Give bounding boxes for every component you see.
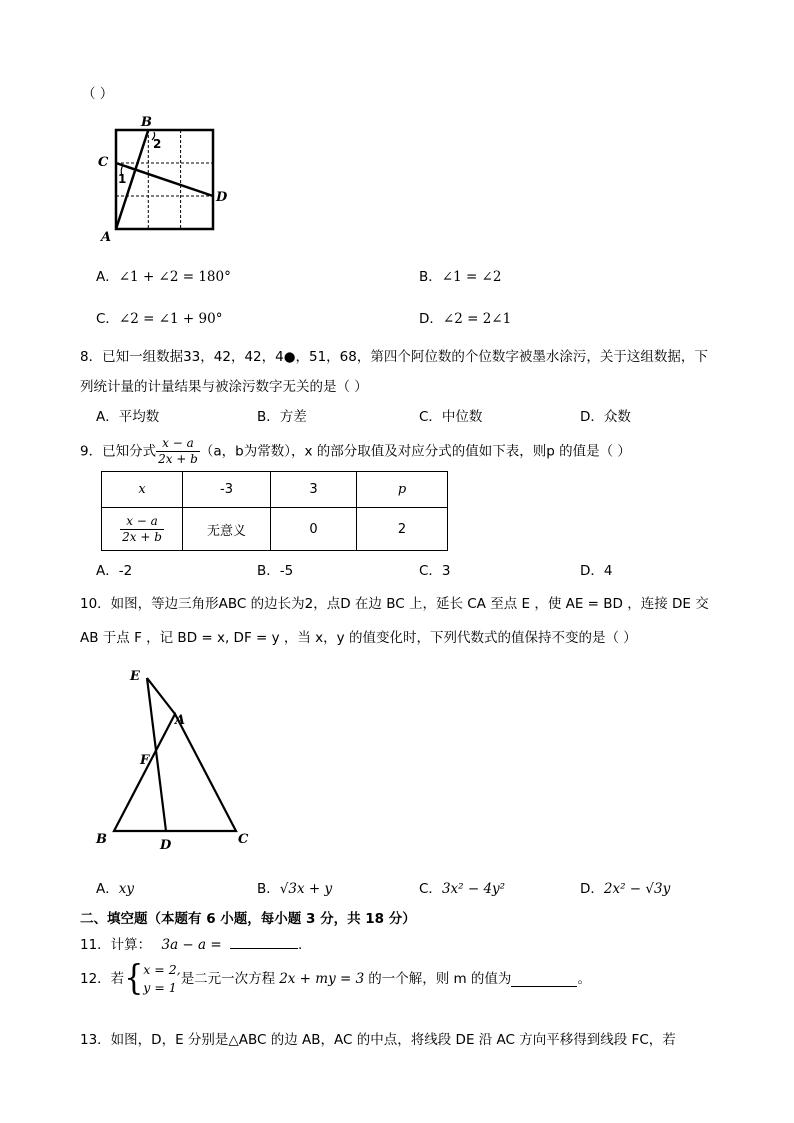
q8-stem-line2: 列统计量的计量结果与被涂污数字无关的是（ ） xyxy=(80,379,368,395)
q12-mid-text: 是二元一次方程 xyxy=(180,971,276,987)
q7-option-b xyxy=(419,265,501,285)
q7-label-angle1: 1 xyxy=(118,172,127,186)
q12-prefix: 12．若 xyxy=(80,971,125,987)
q10-label-f: F xyxy=(140,753,150,768)
q10-line-ed xyxy=(147,678,166,831)
table-cell: 无意义 xyxy=(183,508,271,551)
q9-text-after: （a，b为常数），x 的部分取值及对应分式的值如下表，则p 的值是（ ） xyxy=(199,443,631,460)
table-row xyxy=(102,508,448,551)
table-cell: p xyxy=(357,472,448,508)
q10-stem-line2: AB 于点 F ，记 BD = x, DF = y ，当 x，y 的值变化时，下列代数式的值保持不变的是（ ） xyxy=(80,630,637,646)
q10-option-c xyxy=(419,877,505,897)
q9-prefix: 9．已知分式 xyxy=(80,443,157,460)
q10-option-d-expr: 2x² − √3y xyxy=(603,881,671,897)
q10-label-c: C xyxy=(238,832,249,847)
q8-stem-line1: 8．已知一组数据33，42，42，4●，51，68，第四个阿位数的个位数字被墨水涂污，关于这组数据，下 xyxy=(80,349,708,365)
q7-line-cd xyxy=(116,163,213,196)
table-cell: x xyxy=(102,472,183,508)
q10-option-c-expr: 3x² − 4y² xyxy=(441,881,506,897)
q10-option-b-expr: √3x + y xyxy=(279,881,333,897)
q10-option-a xyxy=(96,877,134,897)
q10-option-b-letter: B． xyxy=(257,881,280,897)
q8-option-b: B．方差 xyxy=(257,409,307,425)
q9-table-fraction xyxy=(120,514,164,545)
q7-option-c xyxy=(96,307,222,327)
q12-equation-system xyxy=(143,961,180,997)
q10-option-d-letter: D． xyxy=(580,881,604,897)
q9-option-a: A．-2 xyxy=(96,563,133,579)
table-row xyxy=(102,472,448,508)
q7-option-d xyxy=(419,307,511,327)
q10-stem-line1: 10．如图，等边三角形ABC 的边长为2，点D 在边 BC 上，延长 CA 至点 E ，使 AE = BD ，连接 DE 交 xyxy=(80,596,709,612)
q13-stem-line1: 13．如图，D，E 分别是△ABC 的边 AB，AC 的中点，将线段 DE 沿 AC 方向平移得到线段 FC，若 xyxy=(80,1032,676,1048)
q12-equation: 2x + my = 3 xyxy=(279,971,365,987)
table-cell: 3 xyxy=(271,472,357,508)
q9-fraction-numerator: x − a xyxy=(156,436,200,452)
q7-label-d: D xyxy=(216,190,228,205)
q8-option-d: D．众数 xyxy=(580,409,631,425)
q10-label-b: B xyxy=(96,832,107,847)
q11-end-punct: . xyxy=(297,937,303,953)
q7-label-angle2: 2 xyxy=(153,137,162,151)
q9-option-b: B．-5 xyxy=(257,563,294,579)
q7-label-c: C xyxy=(98,155,109,170)
table-cell: -3 xyxy=(183,472,271,508)
q7-option-a xyxy=(96,265,231,285)
q10-label-a: A xyxy=(175,713,186,728)
q10-option-a-letter: A． xyxy=(96,881,119,897)
q9-value-table xyxy=(101,471,448,551)
q7-option-b-letter: B． xyxy=(419,269,442,285)
q8-option-c: C．中位数 xyxy=(419,409,483,425)
q11-expression: 3a − a = xyxy=(161,937,222,953)
q7-option-d-letter: D． xyxy=(419,311,443,327)
q9-option-c: C．3 xyxy=(419,563,451,579)
q12-end-punct: 。 xyxy=(577,971,591,987)
q10-option-a-expr: xy xyxy=(118,881,134,897)
q11-answer-blank[interactable] xyxy=(230,948,298,949)
q7-option-a-expr: ∠1 + ∠2 = 180° xyxy=(118,269,231,285)
q11-stem xyxy=(80,933,302,953)
q7-option-a-letter: A． xyxy=(96,269,119,285)
table-cell: 2 xyxy=(357,508,448,551)
q10-label-e: E xyxy=(130,669,140,684)
q10-option-b xyxy=(257,877,332,897)
q9-stem xyxy=(80,436,631,467)
q10-triangle-abc xyxy=(114,714,236,831)
q8-option-a: A．平均数 xyxy=(96,409,160,425)
q10-label-d: D xyxy=(160,838,172,853)
q12-system-brace: { xyxy=(124,958,144,999)
q11-prefix: 11．计算： xyxy=(80,937,152,953)
q12-after-text: 的一个解，则 m 的值为 xyxy=(368,971,512,987)
q9-fraction xyxy=(156,436,200,467)
q7-option-c-letter: C． xyxy=(96,311,119,327)
q12-answer-blank[interactable] xyxy=(511,972,577,987)
q10-triangle-figure xyxy=(90,660,260,855)
q7-option-b-expr: ∠1 = ∠2 xyxy=(441,269,502,285)
q12-equation-2: y = 1 xyxy=(143,980,177,995)
section2-heading: 二、填空题（本题有 6 小题，每小题 3 分，共 18 分） xyxy=(80,911,416,927)
q7-label-a: A xyxy=(101,230,112,245)
q10-option-c-letter: C． xyxy=(419,881,442,897)
q10-option-d xyxy=(580,877,670,897)
q7-answer-bracket: （ ） xyxy=(82,86,114,102)
q9-table-fraction-numerator: x − a xyxy=(120,514,164,530)
q7-option-d-expr: ∠2 = 2∠1 xyxy=(442,311,512,327)
q12-equation-1: x = 2, xyxy=(143,962,181,977)
q9-fraction-denominator: 2x + b xyxy=(158,452,198,466)
table-cell: 0 xyxy=(271,508,357,551)
q7-label-b: B xyxy=(141,115,152,130)
q12-stem xyxy=(80,958,591,999)
q9-table-fraction-denominator: 2x + b xyxy=(122,529,162,544)
table-cell xyxy=(102,508,183,551)
q7-option-c-expr: ∠2 = ∠1 + 90° xyxy=(118,311,223,327)
q7-grid-figure xyxy=(96,110,226,245)
q9-option-d: D．4 xyxy=(580,563,613,579)
